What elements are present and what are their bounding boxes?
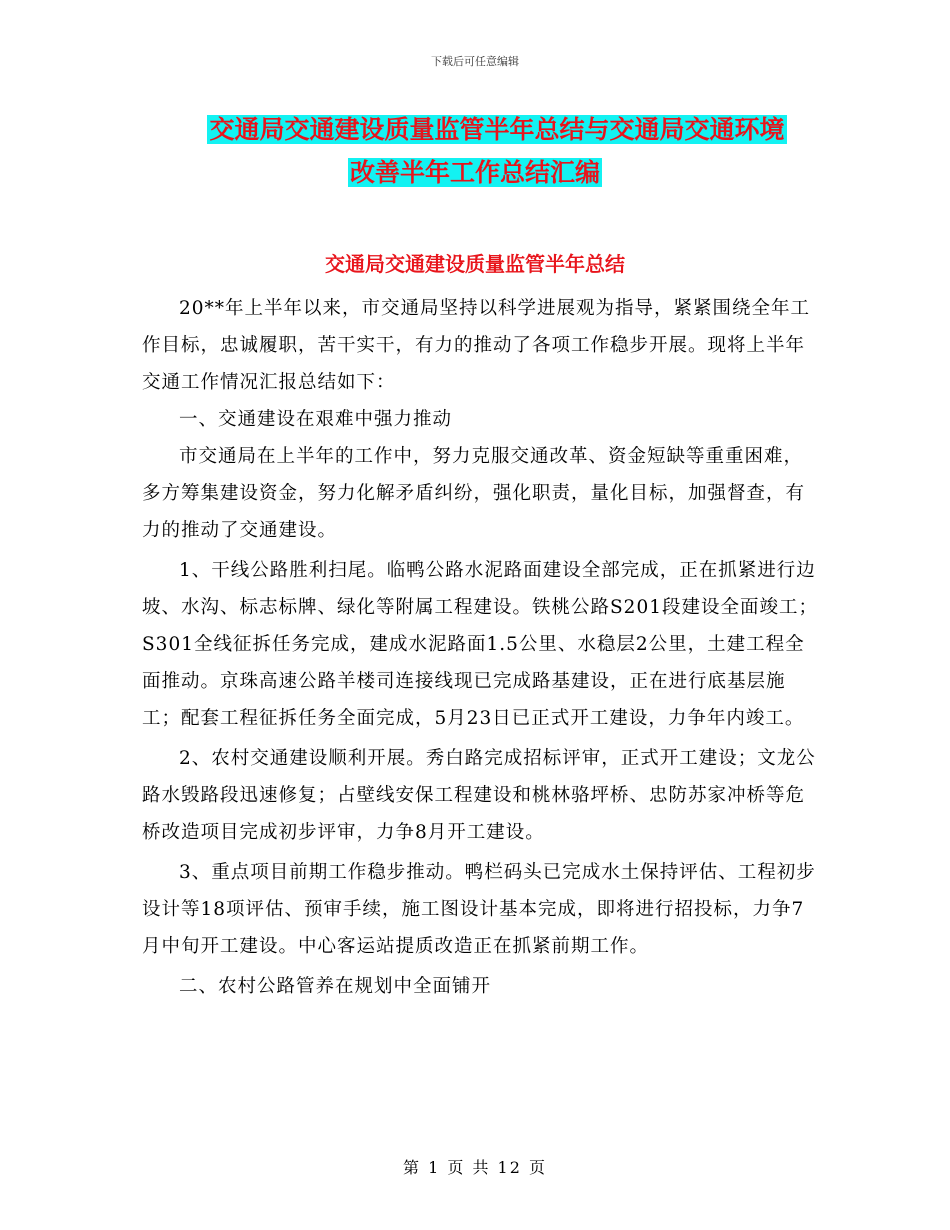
document-title-line-2: [0, 156, 950, 190]
page-number-footer: 第 1 页 共 12 页: [403, 1158, 547, 1177]
paragraph-section-1: 市交通局在上半年的工作中，努力克服交通改革、资金短缺等重重困难，多方筹集建设资金，努力化解矛盾纠纷，强化职责，量化目标，加强督查，有力的推动了交通建设。: [142, 446, 806, 541]
document-title-line-1: [0, 113, 950, 147]
heading-section-1: 一、交通建设在艰难中强力推动: [179, 409, 453, 430]
paragraph-intro: 20**年上半年以来，市交通局坚持以科学进展观为指导，紧紧围绕全年工作目标，忠诚履职，苦干实干，有力的推动了各项工作稳步开展。现将上半年交通工作情况汇报总结如下：: [142, 298, 811, 393]
paragraph-item-2: 2、农村交通建设顺利开展。秀白路完成招标评审，正式开工建设；文龙公路水毁路段迅速修复；占壁线安保工程建设和桃林骆坪桥、忠防苏家冲桥等危桥改造项目完成初步评审，力争8月开工建设。: [142, 748, 816, 843]
document-body: [142, 290, 822, 1005]
title-highlight-1: 交通局交通建设质量监管半年总结与交通局交通环境: [209, 115, 785, 144]
section-subtitle: 交通局交通建设质量监管半年总结: [325, 252, 625, 276]
paragraph-item-3: 3、重点项目前期工作稳步推动。鸭栏码头已完成水土保持评估、工程初步设计等18项评估、预审手续，施工图设计基本完成，即将进行招投标，力争7月中旬开工建设。中心客运站提质改造正在抓紧前期工作。: [142, 862, 816, 957]
heading-section-2: 二、农村公路管养在规划中全面铺开: [179, 976, 492, 997]
paragraph-item-1: 1、干线公路胜利扫尾。临鸭公路水泥路面建设全部完成，正在抓紧进行边坡、水沟、标志标牌、绿化等附属工程建设。铁桃公路S201段建设全面竣工；S301全线征拆任务完成，建成水泥路面1.5公里、水稳层2公里，土建工程全面推动。京珠高速公路羊楼司连接线现已完成路基建设，正在进行底基层施工；配套工程征拆任务全面完成，5月23日已正式开工建设，力争年内竣工。: [142, 560, 818, 729]
title-highlight-2: 改善半年工作总结汇编: [349, 158, 600, 187]
header-note: 下载后可任意编辑: [431, 55, 519, 68]
